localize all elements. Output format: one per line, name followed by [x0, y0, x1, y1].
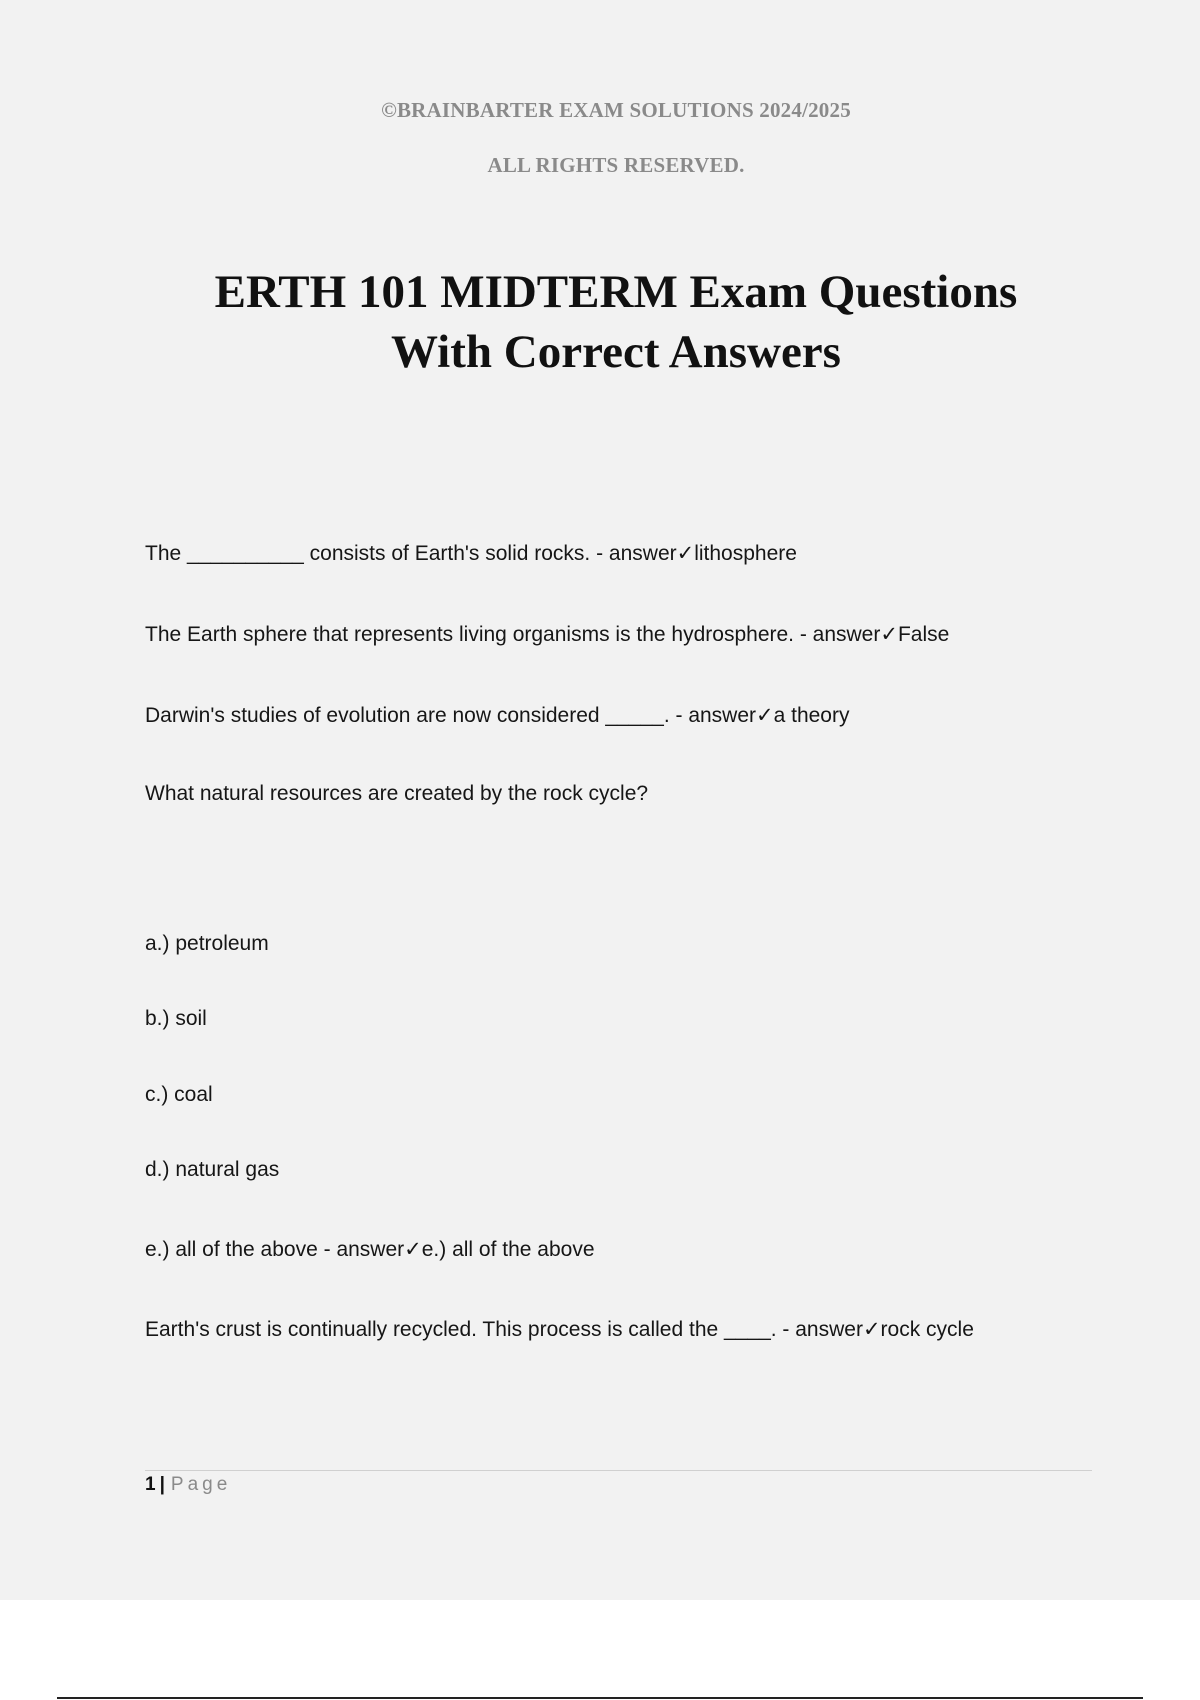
question-line: What natural resources are created by the rock cycle? [145, 782, 649, 805]
option-line: d.) natural gas [145, 1158, 280, 1181]
document-title [0, 262, 1200, 382]
option-line: c.) coal [145, 1083, 213, 1106]
option-line: a.) petroleum [145, 932, 269, 955]
question-line: The __________ consists of Earth's solid rocks. - answer✓lithosphere [145, 542, 797, 565]
footer-divider [145, 1470, 1092, 1471]
page-number: 1 [145, 1474, 156, 1495]
title-line-1: ERTH 101 MIDTERM Exam Questions [214, 266, 1018, 318]
rights-watermark: ALL RIGHTS RESERVED. [487, 153, 745, 177]
page-label: Page [170, 1474, 232, 1495]
copyright-watermark: ©BRAINBARTER EXAM SOLUTIONS 2024/2025 [381, 98, 851, 122]
option-line: b.) soil [145, 1007, 207, 1030]
question-line: The Earth sphere that represents living organisms is the hydrosphere. - answer✓False [145, 623, 950, 646]
page-separator: | [159, 1474, 165, 1495]
next-page-top-rule [57, 1697, 1143, 1699]
page-footer [145, 1474, 231, 1496]
option-line: e.) all of the above - answer✓e.) all of the above [145, 1238, 595, 1261]
question-line: Earth's crust is continually recycled. This process is called the ____. - answer✓rock cycle [145, 1318, 974, 1341]
question-line: Darwin's studies of evolution are now considered _____. - answer✓a theory [145, 704, 850, 727]
title-line-2: With Correct Answers [391, 326, 841, 378]
